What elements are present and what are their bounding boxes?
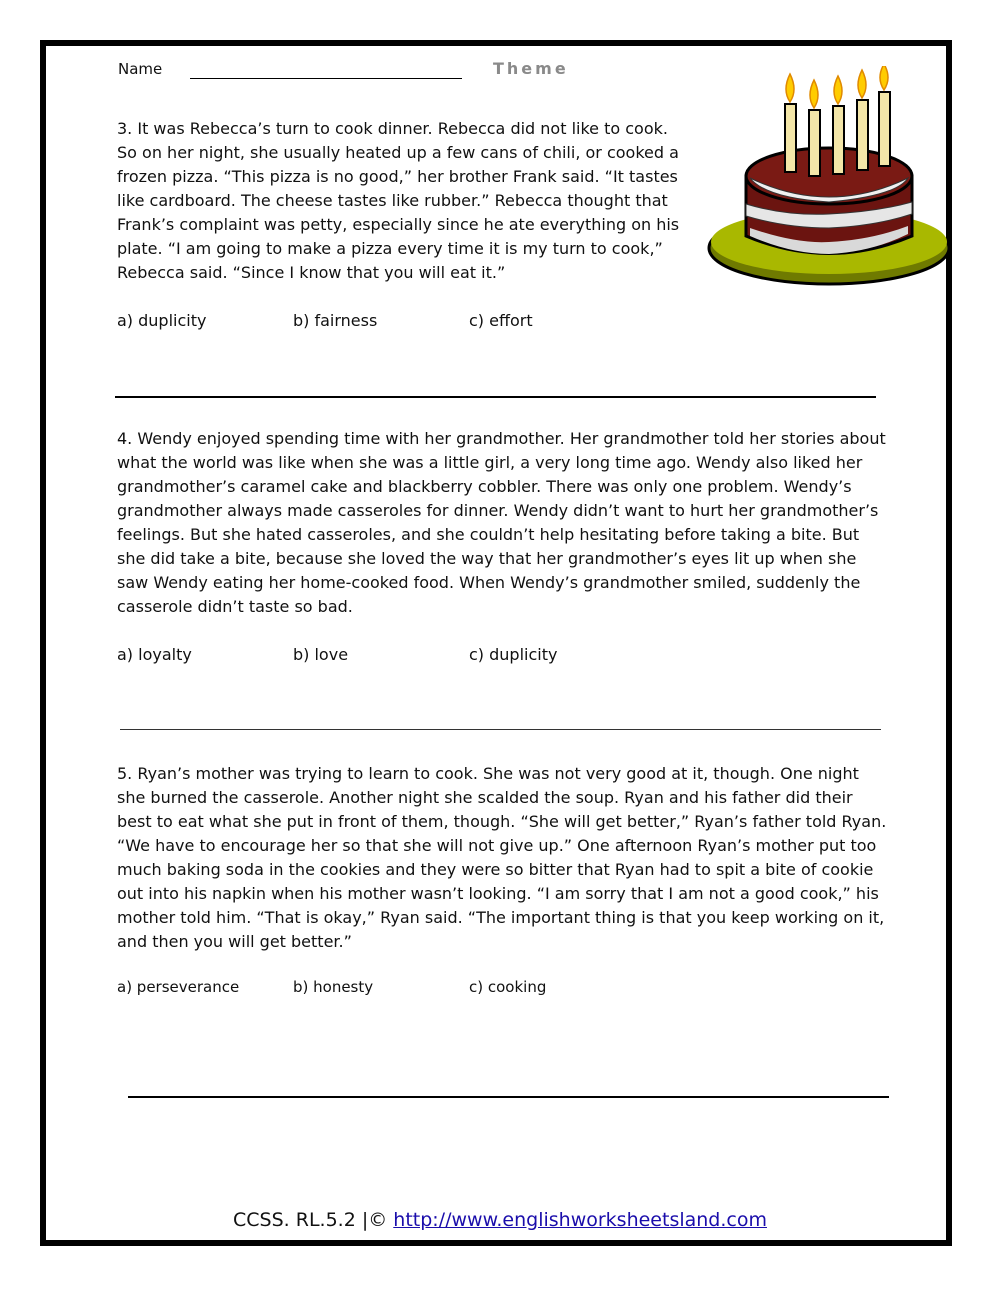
name-label: Name — [118, 60, 163, 78]
question-4-passage: 4. Wendy enjoyed spending time with her grandmother. Her grandmother told her stories about what the world was like when she was a little girl, a very long time ago. Wendy also liked her grandmother’s caramel cake and blackberry cobbler. There was only one problem. Wendy’s grandmother always made casseroles for dinner. Wendy didn’t want to hurt her grandmother’s feelings. But she hated casseroles, and she couldn’t help hesitating before taking a bite. But she did take a bite, because she loved the way that her grandmother’s eyes lit up when she saw Wendy eating her home-cooked food. When Wendy’s grandmother smiled, suddenly the casserole didn’t taste so bad. — [117, 429, 886, 616]
q4-choice-c[interactable]: c) duplicity — [469, 645, 558, 664]
q4-choice-a[interactable]: a) loyalty — [117, 645, 192, 664]
answer-line-5[interactable] — [128, 1096, 889, 1098]
question-3-passage: 3. It was Rebecca’s turn to cook dinner. Rebecca did not like to cook. So on her night, she usually heated up a few cans of chili, or cooked a frozen pizza. “This pizza is no good,” her brother Frank said. “It tastes like cardboard. The cheese tastes like rubber.” Rebecca thought that Frank’s complaint was petty, especially since he ate everything on his plate. “I am going to make a pizza every time it is my turn to cook,” Rebecca said. “Since I know that you will eat it.” — [117, 119, 680, 282]
source-link[interactable]: http://www.englishworksheetsland.com — [393, 1209, 767, 1231]
answer-line-4[interactable] — [120, 729, 881, 730]
question-5-passage: 5. Ryan’s mother was trying to learn to cook. She was not very good at it, though. One night she burned the casserole. Another night she scalded the soup. Ryan and his father did their best to eat what she put in front of them, though. “She will get better,” Ryan’s father told Ryan. “We have to encourage her so that she will not give up.” One afternoon Ryan’s mother put too much baking soda in the cookies and they were so bitter that Ryan had to spit a bite of cookie out into his napkin when his mother wasn’t looking. “I am sorry that I am not a good cook,” his mother told him. “That is okay,” Ryan said. “The important thing is that you keep working on it, and then you will get better.” — [117, 764, 887, 951]
worksheet-title: Theme — [493, 59, 569, 78]
q5-choice-a[interactable]: a) perseverance — [117, 978, 240, 996]
q5-choice-b[interactable]: b) honesty — [293, 978, 374, 996]
name-blank-line[interactable] — [190, 78, 462, 79]
q4-choice-b[interactable]: b) love — [293, 645, 349, 664]
footer — [0, 1209, 1000, 1231]
answer-line-3[interactable] — [115, 396, 876, 398]
q3-choice-a[interactable]: a) duplicity — [117, 311, 207, 330]
birthday-cake-icon — [706, 66, 952, 290]
q5-choice-c[interactable]: c) cooking — [469, 978, 547, 996]
q3-choice-c[interactable]: c) effort — [469, 311, 533, 330]
standard-code: CCSS. RL.5.2 |© — [233, 1209, 394, 1231]
q3-choice-b[interactable]: b) fairness — [293, 311, 378, 330]
